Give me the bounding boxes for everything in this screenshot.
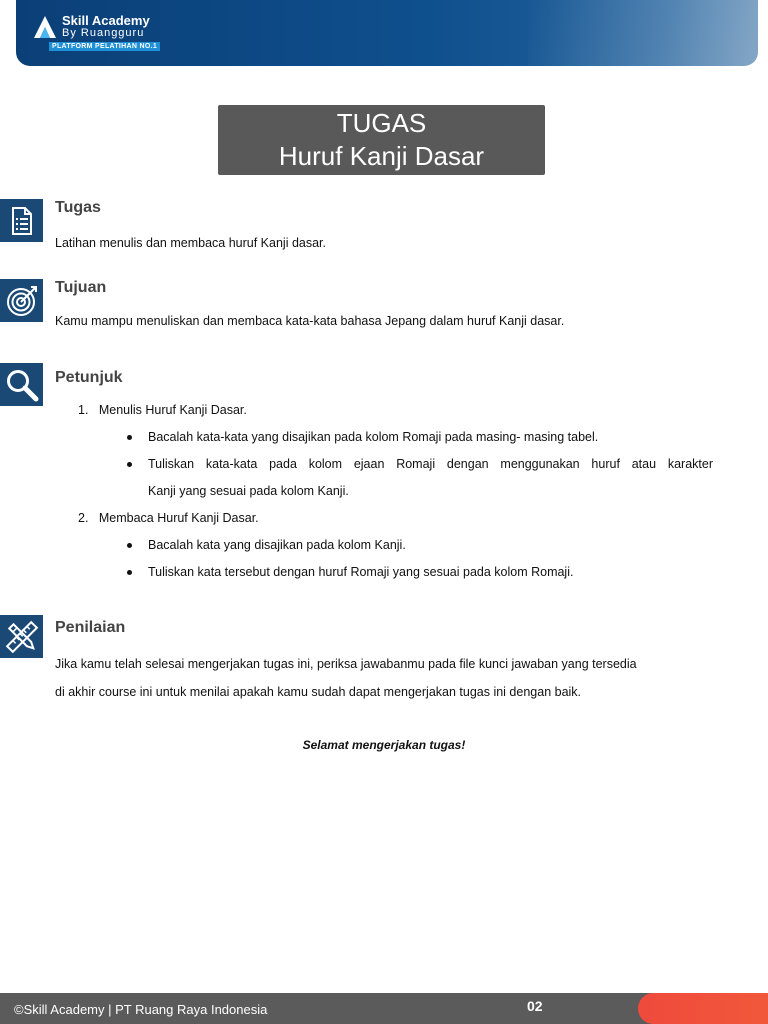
bullet-text: Bacalah kata yang disajikan pada kolom Kanji. (148, 538, 406, 552)
section-text-tugas: Latihan menulis dan membaca huruf Kanji dasar. (55, 236, 326, 250)
list-item (78, 511, 259, 525)
section-heading-petunjuk: Petunjuk (55, 369, 123, 386)
bullet-text: Tuliskan kata tersebut dengan huruf Romaji yang sesuai pada kolom Romaji. (148, 565, 574, 579)
section-heading-tujuan: Tujuan (55, 279, 107, 296)
header-banner (16, 0, 758, 66)
footer-bar (0, 993, 768, 1024)
list-label: Menulis Huruf Kanji Dasar. (98, 403, 247, 417)
section-text-penilaian-1: Jika kamu telah selesai mengerjakan tugas ini, periksa jawabanmu pada file kunci jawaban yang tersedia (55, 657, 637, 671)
list-number: 1. (78, 403, 89, 417)
target-icon (0, 279, 43, 322)
bullet-text-continued: Kanji yang sesuai pada kolom Kanji. (148, 484, 349, 498)
bullet-text: Tuliskan kata-kata pada kolom ejaan Romaji dengan menggunakan huruf atau karakter (148, 457, 713, 471)
list-number: 2. (78, 511, 89, 525)
bullet-icon (127, 543, 132, 548)
bullet-icon (127, 570, 132, 575)
brand-name: Skill Academy (62, 13, 150, 28)
bullet-icon (127, 435, 132, 440)
magnifier-icon (0, 363, 43, 406)
title-line-1: TUGAS (336, 108, 427, 138)
bullet-text: Bacalah kata-kata yang disajikan pada kolom Romaji pada masing- masing tabel. (148, 430, 599, 444)
page-number: 02 (527, 998, 543, 1014)
section-heading-tugas: Tugas (55, 199, 101, 216)
brand-sub: By Ruangguru (62, 27, 145, 39)
bullet-icon (127, 462, 132, 467)
section-heading-penilaian: Penilaian (55, 619, 126, 636)
document-list-icon (0, 199, 43, 242)
header-pen-illustration (528, 0, 758, 66)
pencil-ruler-icon (0, 615, 43, 658)
list-item (78, 403, 247, 417)
brand-tag: PLATFORM PELATIHAN NO.1 (49, 42, 160, 51)
section-text-tujuan: Kamu mampu menuliskan dan membaca kata-kata bahasa Jepang dalam huruf Kanji dasar. (55, 314, 565, 328)
closing-message: Selamat mengerjakan tugas! (302, 738, 466, 752)
list-label: Membaca Huruf Kanji Dasar. (98, 511, 259, 525)
footer-copyright: ©Skill Academy | PT Ruang Raya Indonesia (14, 1002, 268, 1017)
footer-accent-shape (638, 993, 768, 1024)
section-text-penilaian-2: di akhir course ini untuk menilai apakah kamu sudah dapat mengerjakan tugas ini dengan baik. (55, 685, 582, 699)
page-title (218, 105, 545, 175)
title-line-2: Huruf Kanji Dasar (278, 141, 485, 171)
logo-mark-icon (32, 14, 58, 40)
